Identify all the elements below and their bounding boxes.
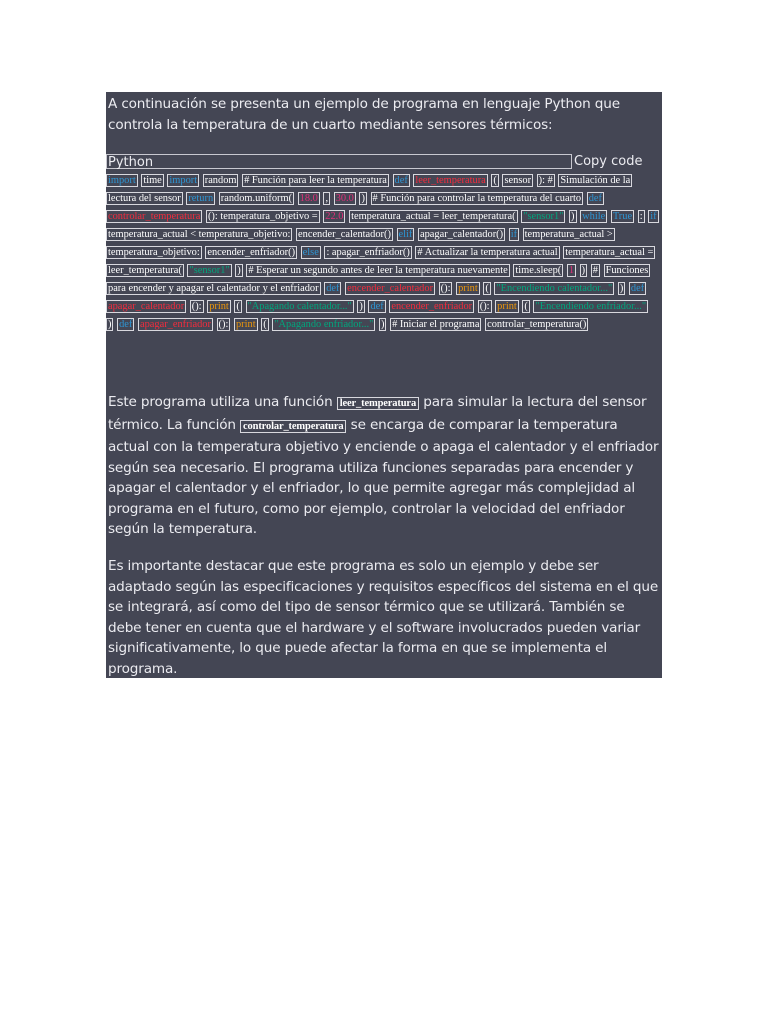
- code-token: if: [650, 211, 657, 222]
- code-token: print: [497, 301, 517, 312]
- intro-paragraph: A continuación se presenta un ejemplo de programa en lenguaje Python que controla la temperatura de un cuarto mediante sensores térmicos:: [108, 96, 620, 133]
- code-token: "sensor1": [523, 211, 564, 222]
- code-token: ): [619, 283, 624, 294]
- code-token: # Actualizar la temperatura actual: [417, 247, 558, 258]
- code-token: (: [236, 301, 240, 312]
- code-token: (: [493, 175, 497, 186]
- code-token: ():: [479, 301, 490, 312]
- code-token: "Apagando enfriador...": [274, 319, 374, 330]
- code-token: 30.0: [335, 193, 354, 204]
- code-token: ():: [440, 283, 451, 294]
- code-token: random.uniform(: [220, 193, 293, 204]
- code-token: True: [612, 211, 633, 222]
- code-token: (: [524, 301, 528, 312]
- code-token: ():: [218, 319, 229, 330]
- explanation-text-middle: para simular la lectura del sensor térmico. La función: [108, 394, 647, 433]
- code-token: temperatura_actual < temperatura_objetivo:: [108, 229, 291, 240]
- code-token: def: [394, 175, 408, 186]
- code-token: while: [582, 211, 606, 222]
- code-token: def: [630, 283, 645, 294]
- copy-code-button[interactable]: Copy code: [574, 154, 643, 169]
- code-token: elif: [398, 229, 413, 240]
- code-token: # Función para leer la temperatura: [244, 175, 387, 186]
- code-token: 18.0: [299, 193, 318, 204]
- code-token: "Encendiendo enfriador...": [535, 301, 647, 312]
- code-token: def: [370, 301, 384, 312]
- code-token: "Apagando calentador...": [247, 301, 352, 312]
- code-token: "Encendiendo calentador...": [496, 283, 613, 294]
- code-token: ,: [325, 193, 329, 204]
- code-token: def: [119, 319, 133, 330]
- code-token: # Iniciar el programa: [392, 319, 480, 330]
- code-token: : apagar_enfriador(): [326, 247, 410, 258]
- code-token: (: [263, 319, 267, 330]
- code-token: encender_calentador(): [298, 229, 391, 240]
- code-token: ): [108, 319, 112, 330]
- code-token: "sensor1": [189, 265, 230, 276]
- explanation-text-end: se encarga de comparar la temperatura actual con la temperatura objetivo y enciende o apaga el calentador y el enfriador según sea necesario. El programa utiliza funciones separadas para encender y apagar el calentador y el enfriador, lo que permite agregar más complejidad al programa en el futuro, como por ejemplo, controlar la velocidad del enfriador según la temperatura.: [108, 416, 659, 537]
- code-token: encender_calentador: [347, 283, 434, 294]
- code-token: ): [571, 211, 575, 222]
- code-token: # Esperar un segundo antes de leer la temperatura nuevamente: [248, 265, 508, 276]
- code-token: ): [581, 265, 586, 276]
- code-token: else: [302, 247, 319, 258]
- code-token: apagar_calentador(): [420, 229, 504, 240]
- code-token: encender_enfriador: [391, 301, 473, 312]
- code-block-header: [106, 154, 662, 172]
- code-token: print: [209, 301, 229, 312]
- inline-code-controlar-temperatura: controlar_temperatura: [240, 420, 346, 433]
- code-token: import: [169, 175, 198, 186]
- code-token: time.sleep(: [515, 265, 562, 276]
- code-token: # Función para controlar la temperatura del cuarto: [372, 193, 582, 204]
- code-token: import: [108, 175, 136, 186]
- code-token: Funciones para encender y apagar el calentador y el enfriador: [108, 265, 649, 294]
- code-token: ): #: [538, 175, 553, 186]
- code-token: Simulación de la lectura del sensor: [108, 175, 631, 204]
- code-token: apagar_enfriador: [139, 319, 211, 330]
- code-token: sensor: [504, 175, 532, 186]
- explanation-paragraph: [108, 392, 660, 540]
- code-token: (): temperatura_objetivo =: [207, 211, 318, 222]
- chat-response-panel: [106, 92, 662, 678]
- code-token: apagar_calentador: [108, 301, 185, 312]
- code-token: temperatura_actual = leer_temperatura(: [351, 211, 516, 222]
- code-token: print: [235, 319, 256, 330]
- code-token: leer_temperatura: [415, 175, 486, 186]
- code-token: ): [359, 301, 363, 312]
- code-token: ): [361, 193, 365, 204]
- code-token: 22.0: [325, 211, 344, 222]
- code-token: temperatura_actual > temperatura_objetivo:: [108, 229, 613, 258]
- code-token: :: [639, 211, 643, 222]
- code-token: def: [326, 283, 340, 294]
- code-token: ): [380, 319, 385, 330]
- code-token: encender_enfriador(): [207, 247, 296, 258]
- inline-code-leer-temperatura: leer_temperatura: [337, 397, 419, 410]
- code-token: if: [510, 229, 518, 240]
- code-token: return: [188, 193, 214, 204]
- code-token: time: [143, 175, 162, 186]
- code-language-label: Python: [106, 154, 572, 169]
- code-token: print: [458, 283, 478, 294]
- code-token: ():: [191, 301, 202, 312]
- explanation-text-start: Este programa utiliza una función: [108, 394, 337, 410]
- code-token: random: [204, 175, 237, 186]
- code-token: temperatura_actual = leer_temperatura(: [108, 247, 654, 276]
- code-token: def: [588, 193, 603, 204]
- code-token: 1: [568, 265, 575, 276]
- code-token: (: [485, 283, 489, 294]
- code-token: controlar_temperatura(): [487, 319, 587, 330]
- code-token: #: [592, 265, 598, 276]
- note-paragraph: Es importante destacar que este programa es solo un ejemplo y debe ser adaptado según las especificaciones y requisitos específicos del sistema en el que se integrará, así como del tipo de sensor térmico que se utilizará. También se debe tener en cuenta que el hardware y el software involucrados pueden variar significativamente, lo que puede afectar la forma en que se implementa el programa.: [108, 558, 659, 677]
- code-block: [106, 172, 660, 334]
- code-token: ): [237, 265, 241, 276]
- code-token: controlar_temperatura: [108, 211, 201, 222]
